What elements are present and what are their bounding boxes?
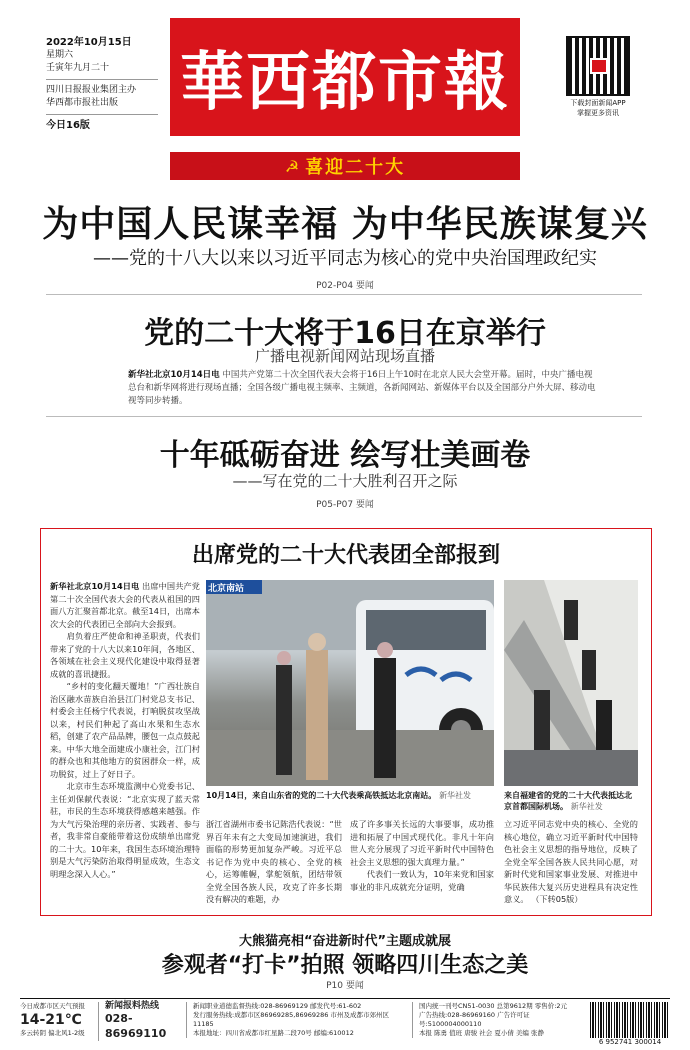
photo2-caption [504, 790, 638, 812]
divider [46, 114, 158, 115]
story2-body [128, 369, 598, 408]
newspaper-title: 華西都市報 [180, 45, 510, 120]
photo2-credit: 新华社发 [570, 802, 603, 811]
station-photo-illustration [206, 580, 494, 786]
qr-code-icon[interactable] [566, 36, 630, 96]
footer-line-4: 国内统一刊号CN51-0030 总第9612期 零售价:2元 [419, 1002, 568, 1010]
footer-line-2: 发行服务热线:成都市区86969285,86969286 市州及成都市郊州区11185 [193, 1011, 389, 1028]
qr-caption [556, 98, 640, 118]
footer-line-1: 新闻职业道德监督热线:028-86969129 邮发代号:61-602 [193, 1002, 362, 1010]
feature-column-1 [50, 580, 200, 910]
weather-temp: 14-21℃ [20, 1012, 82, 1028]
airport-photo-illustration [504, 580, 638, 786]
lead-subhead: ——党的十八大以来以习近平同志为核心的党中央治国理政纪实 [93, 248, 597, 269]
story3-page-ref[interactable]: P05-P07 要闻 [316, 500, 374, 510]
hotline-label: 新闻报料热线 [105, 1001, 160, 1011]
section-banner [170, 152, 520, 180]
photo1-credit: 新华社发 [439, 791, 472, 800]
hotline-block [98, 1002, 182, 1041]
footer-line-5: 广告热线:028-86969160 广告许可证号:5100004000110 [419, 1011, 530, 1028]
publisher-line-1: 四川日报报业集团主办 [46, 85, 137, 95]
weather-block [20, 1002, 90, 1038]
banner-text: 喜迎二十大 [305, 157, 406, 178]
feature-col4-text: 立习近平同志党中央的核心、全党的核心地位，确立习近平新时代中国特色社会主义思想的指导地位，反映了全党全军全国各族人民共同心愿，对新时代党和国家事业发展、对推进中华民族伟大复兴历史进程具有决定性意义。 [504, 819, 638, 904]
feature-column-2 [206, 818, 342, 910]
story2-dateline: 新华社北京10月14日电 [128, 370, 220, 380]
teaser-page-ref[interactable]: P10 要闻 [326, 981, 364, 991]
weather-desc: 多云转阴 偏北风1-2级 [20, 1029, 85, 1037]
divider [46, 416, 642, 417]
feature-col1-text: 出席中国共产党第二十次全国代表大会的代表从祖国的四面八方汇聚首都北京。截至14日，出席本次大会的代表团已全部向大会报到。 肩负着庄严使命和神圣职责，代表们带来了党的十八大以来10年间，各地区、各领域在社会主义现代化建设中取得显著成就的喜讯捷报。 “乡村的变化翻天覆地！”广西壮族自治区融水苗族自治县江门村党总支书记、村委会主任杨宁代表说，打响脱贫攻坚战以来，村民们种起了高山水果和生态水稻，创建了农产品品牌，腰包一点点鼓起来。中华大地全面建成小康社会，江门村的群众也和其他地方的贫困群众一样，成功脱贫，过上了好日子。 北京市生态环境监测中心党委书记、主任刘保献代表说：“北京实现了蓝天常驻，市民的生态环境获得感越来越强。作为大气污染治理的亲历者、实践者、参与者，我非常自豪能带着这份成绩单出席党的二十大。10年来，我国生态环境治理特别是大气污染防治取得明显成效，生态文明理念深入人心。” [50, 581, 200, 879]
issue-date: 2022年10月15日 [46, 37, 132, 48]
station-sign: 北京南站 [208, 584, 245, 594]
registration-info [412, 1002, 584, 1038]
qr-caption-line-1: 下载封面新闻APP [570, 99, 626, 107]
weather-label: 今日成都市区天气预报 [20, 1002, 85, 1010]
footer-divider [20, 998, 670, 999]
lead-page-ref[interactable]: P02-P04 要闻 [316, 281, 374, 291]
qr-caption-line-2: 掌握更多资讯 [577, 109, 619, 117]
feature-column-4 [504, 818, 638, 910]
feature-col2-text: 浙江省湖州市委书记陈浩代表说：“世界百年未有之大变局加速演进，我们面临的形势更加复杂严峻。习近平总书记作为党中央的核心、全党的核心，运筹帷幄，掌舵领航，团结带领全党全国各族人民，攻克了许多长期没有解决的难题，办 [206, 819, 342, 904]
hotline-number[interactable]: 028-86969110 [105, 1012, 167, 1040]
barcode-number: 6 952741 300014 [598, 1038, 662, 1046]
teaser-headline[interactable]: 参观者“打卡”拍照 领略四川生态之美 [161, 953, 529, 978]
divider [46, 79, 158, 80]
photo1-caption-text: 10月14日，来自山东省的党的二十大代表乘高铁抵达北京南站。 [206, 791, 437, 800]
issue-lunar-date: 壬寅年九月二十 [46, 63, 110, 73]
feature-col3-text: 成了许多事关长远的大事要事，成功推进和拓展了中国式现代化。非凡十年向世人充分展现了习近平新时代中国特色社会主义思想的强大真理力量。” 代表们一致认为，10年来党和国家事业的非凡成就充分证明，党确 [350, 819, 494, 892]
teaser-kicker: 大熊猫亮相“奋进新时代”主题成就展 [238, 934, 452, 949]
masthead-info [46, 36, 158, 132]
story2-subhead: 广播电视新闻网站现场直播 [254, 347, 435, 365]
story3-headline[interactable]: 十年砥砺奋进 绘写壮美画卷 [159, 438, 531, 473]
masthead-logo [170, 18, 520, 136]
photo2-caption-text: 来自福建省的党的二十大代表抵达北京首都国际机场。 [504, 791, 632, 811]
feature-column-3 [350, 818, 494, 910]
story3-subhead: ——写在党的二十大胜利召开之际 [232, 472, 458, 490]
continued-jump[interactable]: （下转05版） [531, 894, 583, 904]
photo-beijing-south-station[interactable] [206, 580, 494, 786]
footer-line-3: 本报地址：四川省成都市红星路二段70号 邮编:610012 [193, 1029, 354, 1037]
page-count: 今日16版 [46, 120, 90, 131]
photo-airport-arrival[interactable] [504, 580, 638, 786]
publication-info [186, 1002, 406, 1038]
lead-headline[interactable]: 为中国人民谋幸福 为中华民族谋复兴 [42, 204, 648, 245]
photo1-caption [206, 790, 494, 801]
issue-weekday: 星期六 [46, 50, 74, 60]
footer-line-6: 本报 陈勇 值班 唐骏 社会 夏小倩 美编 张静 [419, 1029, 544, 1037]
party-emblem-icon: ☭ [284, 156, 300, 176]
divider [46, 294, 642, 295]
story2-headline[interactable]: 党的二十大将于16日在京举行 [144, 316, 546, 351]
feature-headline[interactable]: 出席党的二十大代表团全部报到 [191, 543, 500, 568]
story2-text: 中国共产党第二十次全国代表大会将于16日上午10时在北京人民大会堂开幕。届时，中央广播电视总台和新华网将进行现场直播；全国各级广播电视主频率、主频道，各新闻网站、新媒体平台以及全国部分户外大屏、移动电视等同步转播。 [128, 370, 596, 406]
publisher-line-2: 华西都市报社出版 [46, 98, 119, 108]
barcode-icon [590, 1002, 670, 1038]
feature-dateline: 新华社北京10月14日电 [50, 581, 140, 591]
